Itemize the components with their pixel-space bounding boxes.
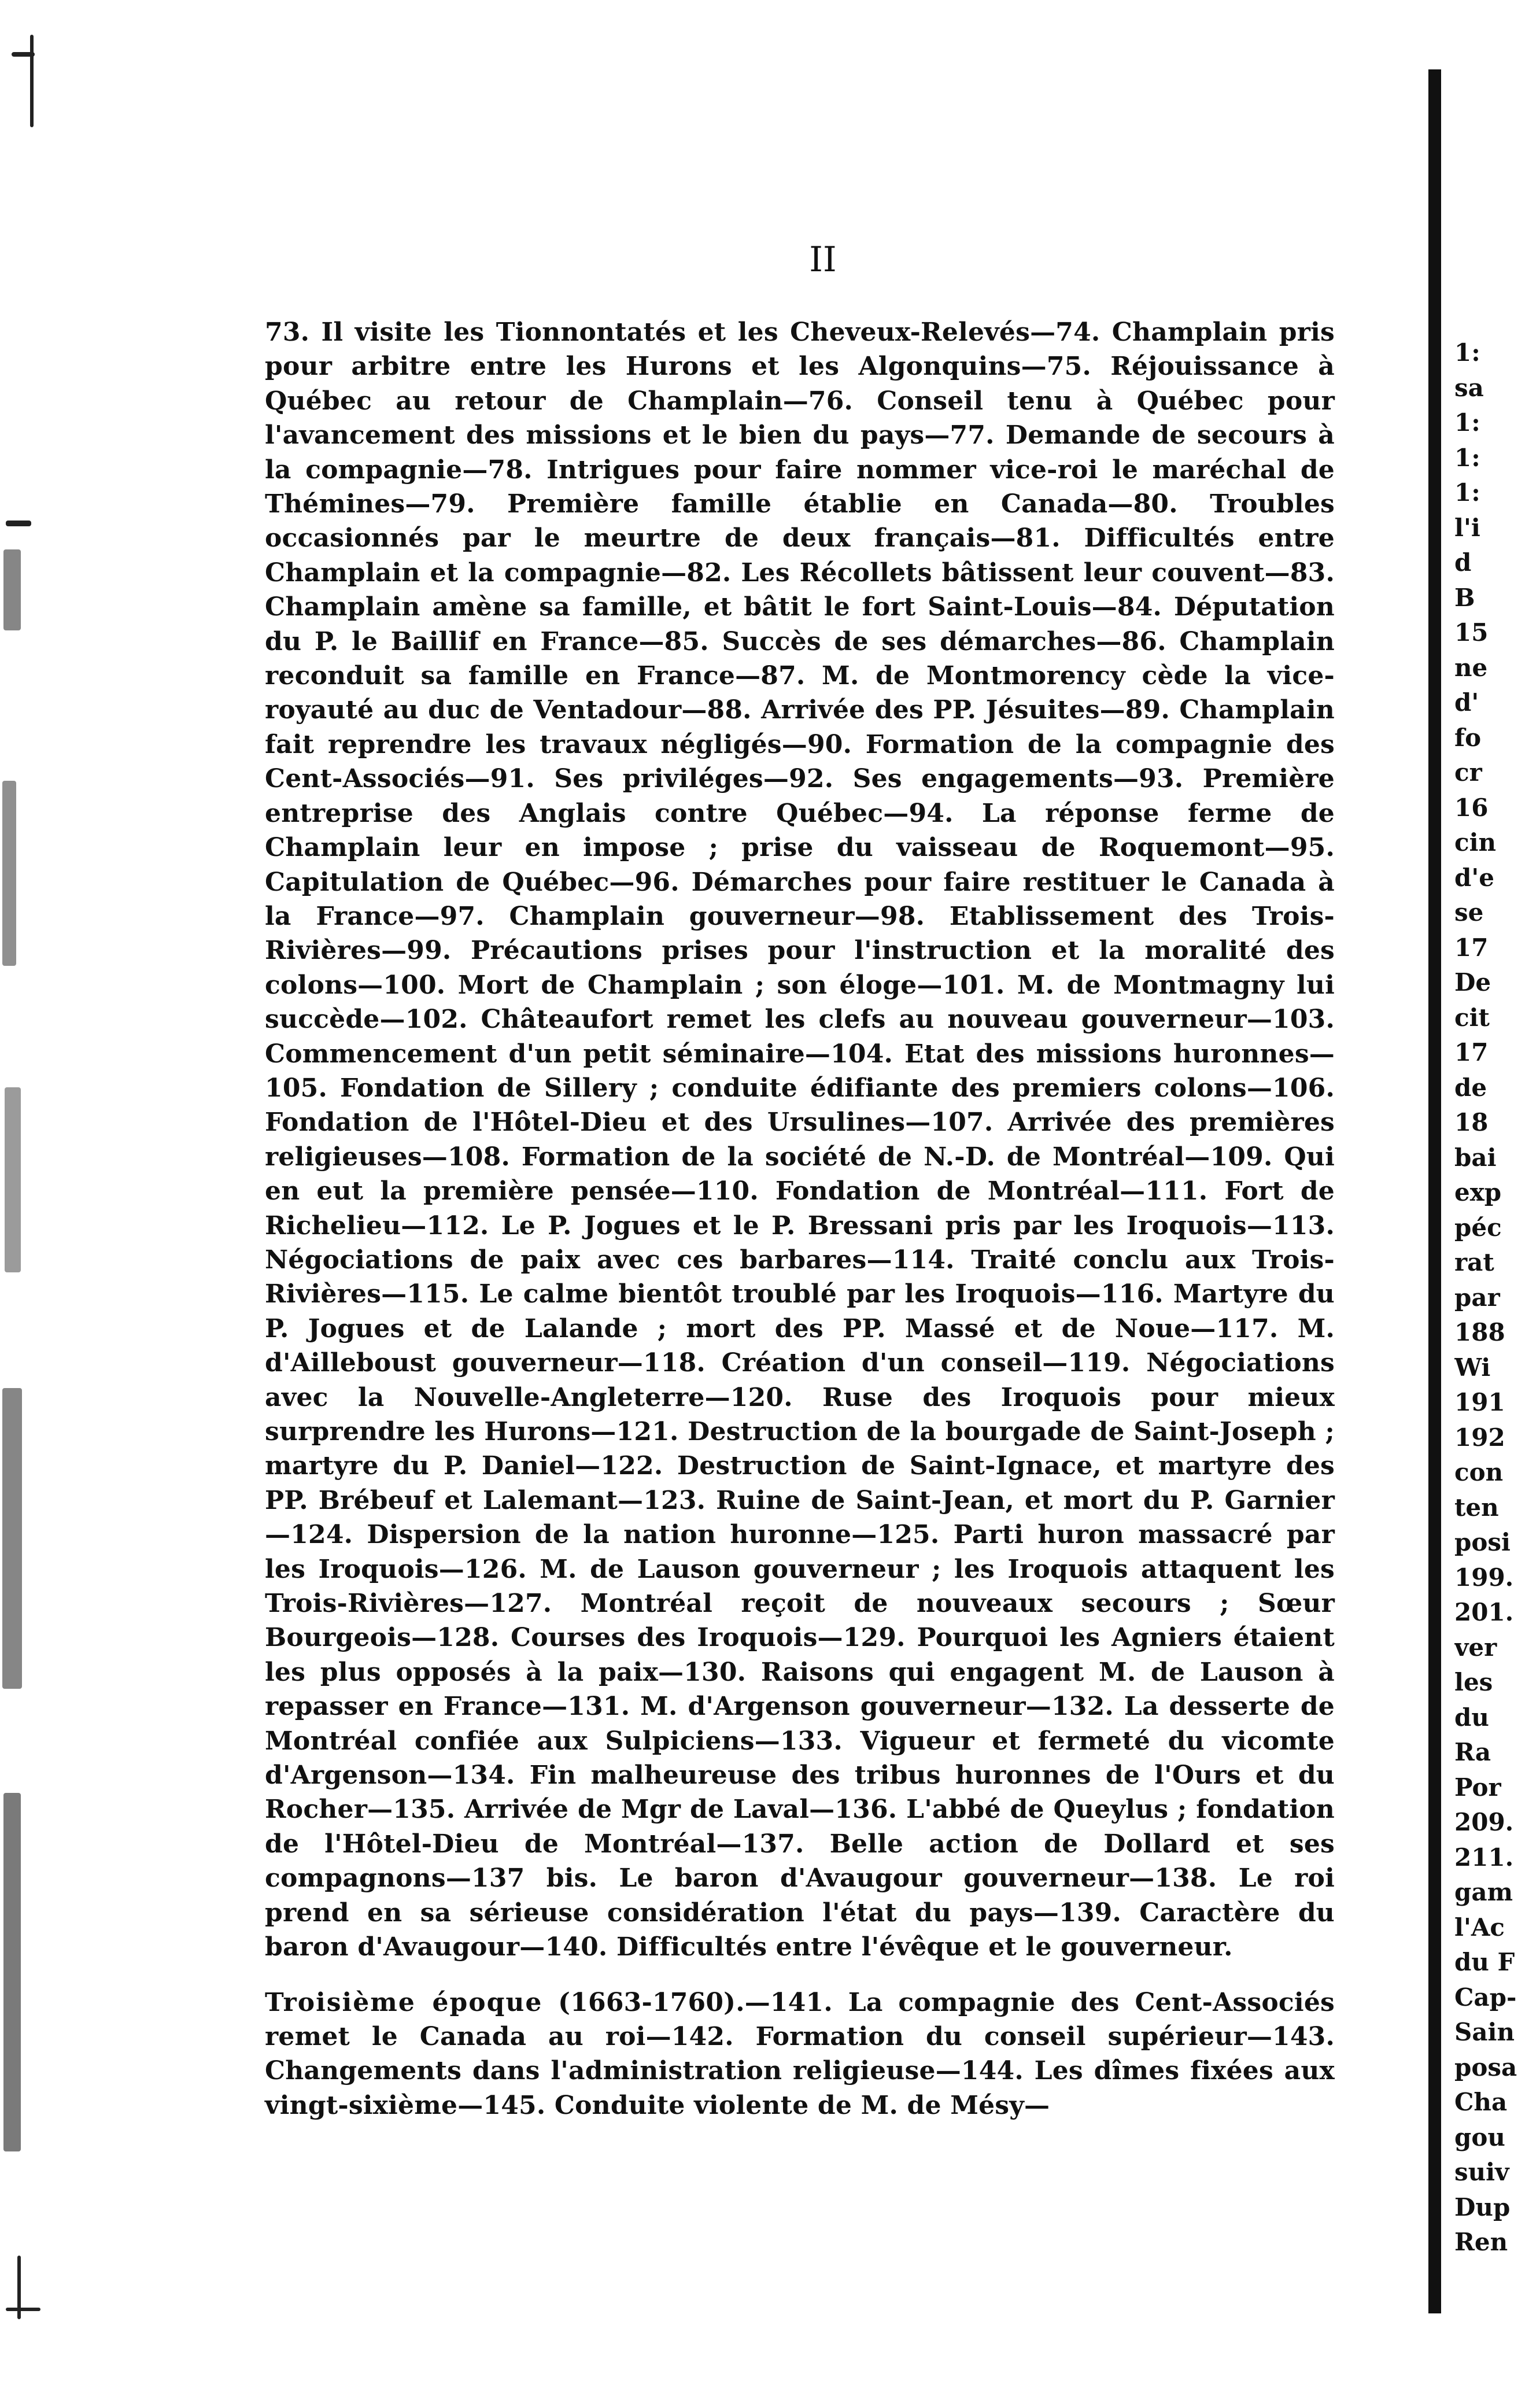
neighbor-line: 16 xyxy=(1454,793,1489,822)
contents-paragraph-1: 73. Il visite les Tionnontatés et les Cheveux-Relevés—74. Champlain pris pour arbitre entre les Hurons et les Algonquins—75. Réjouissance à Québec au retour de Champlain—76. Conseil tenu à Québec pour l'avancement des missions et le bien du pays—77. Demande de secours à la compagnie—78. Intrigues pour faire nommer vice-roi le maréchal de Thémines—79. Première famille établie en Canada—80. Troubles occasionnés par le meurtre de deux français—81. Difficultés entre Champlain et la compagnie—82. Les Récollets bâtissent leur couvent—83. Champlain amène sa famille, et bâtit le fort Saint-Louis—84. Députation du P. le Baillif en France—85. Succès de ses démarches—86. Champlain reconduit sa famille en France—87. M. de Montmorency cède la vice-royauté au duc de Ventadour—88. Arrivée des PP. Jésuites—89. Champlain fait reprendre les travaux négligés—90. Formation de la compagnie des Cent-Associés—91. Ses priviléges—92. Ses engagements—93. Première entreprise des Anglais contre Québec—94. La réponse ferme de Champlain leur en impose ; prise du vaisseau de Roquemont—95. Capitulation de Québec—96. Démarches pour faire restituer le Canada à la France—97. Champlain gouverneur—98. Etablissement des Trois-Rivières—99. Précautions prises pour l'instruction et la moralité des colons—100. Mort de Champlain ; son éloge—101. M. de Montmagny lui succède—102. Châteaufort remet les clefs au nouveau gouverneur—103. Commencement d'un petit séminaire—104. Etat des missions huronnes—105. Fondation de Sillery ; conduite édifiante des premiers colons—106. Fondation de l'Hôtel-Dieu et des Ursulines—107. Arrivée des premières religieuses—108. Formation de la société de N.-D. de Montréal—109. Qui en eut la première pensée—110. Fondation de Montréal—111. Fort de Richelieu—112. Le P. Jogues et le P. Bressani pris par les Iroquois—113. Négociations de paix avec ces barbares—114. Traité conclu aux Trois-Rivières—115. Le calme bientôt troublé par les Iroquois—116. Martyre du P. Jogues et de Lalande ; mort des PP. Massé et de Noue—117. M. d'Ailleboust gouverneur—118. Création d'un conseil—119. Négociations avec la Nouvelle-Angleterre—120. Ruse des Iroquois pour mieux surprendre les Hurons—121. Destruction de la bourgade de Saint-Joseph ; martyre du P. Daniel—122. Destruction de Saint-Ignace, et martyre des PP. Brébeuf et Lalemant—123. Ruine de Saint-Jean, et mort du P. Garnier—124. Dispersion de la nation huronne—125. Parti huron massacré par les Iroquois—126. M. de Lauson gouverneur ; les Iroquois attaquent les Trois-Rivières—127. Montréal reçoit de nouveaux secours ; Sœur Bourgeois—128. Courses des Iroquois—129. Pourquoi les Agniers étaient les plus opposés à la paix—130. Raisons qui engagent M. de Lauson à repasser en France—131. M. d'Argenson gouverneur—132. La desserte de Montréal confiée aux Sulpiciens—133. Vigueur et fermeté du vicomte d'Argenson—134. Fin malheureuse des tribus huronnes de l'Ours et du Rocher—135. Arrivée de Mgr de Laval—136. L'abbé de Queylus ; fondation de l'Hôtel-Dieu de Montréal—137. Belle action de Dollard et ses compagnons—137 bis. Le baron d'Avaugour gouverneur—138. Le roi prend en sa sérieuse considération l'état du pays—139. Caractère du baron d'Avaugour—140. Difficultés entre l'évêque et le gouverneur. xyxy=(265,318,1335,1962)
neighbor-line: 191 xyxy=(1454,1388,1505,1416)
neighbor-line: Sain xyxy=(1454,2018,1515,2046)
neighbor-line: d'e xyxy=(1454,863,1494,892)
neighbor-line: exp xyxy=(1454,1178,1502,1206)
neighbor-line: sa xyxy=(1454,373,1484,402)
neighbor-line: péc xyxy=(1454,1213,1502,1242)
neighbor-line: l'i xyxy=(1454,513,1480,542)
contents-paragraph-2-text: (1663-1760).—141. La compagnie des Cent-Associés remet le Canada au roi—142. Formation du conseil supérieur—143. Changements dans l'administration religieuse—144. Les dîmes fixées aux vingt-sixième—145. Conduite violente de M. de Mésy— xyxy=(265,1987,1335,2120)
epoch-heading: Troisième époque xyxy=(265,1987,543,2017)
table-of-contents-text xyxy=(265,315,1335,2123)
neighbor-line: se xyxy=(1454,898,1484,927)
neighbor-line: posi xyxy=(1454,1528,1511,1556)
neighbor-line: B xyxy=(1454,583,1475,612)
neighbor-line: bai xyxy=(1454,1143,1497,1172)
neighbor-line: Dup xyxy=(1454,2193,1511,2221)
neighbor-line: cit xyxy=(1454,1003,1490,1032)
neighbor-line: 17 xyxy=(1454,1038,1489,1066)
neighbor-line: d xyxy=(1454,548,1472,577)
neighbor-line: l'Ac xyxy=(1454,1913,1505,1942)
neighbor-line: con xyxy=(1454,1458,1504,1486)
neighbor-line: 1: xyxy=(1454,478,1480,507)
neighbor-line: posa xyxy=(1454,2053,1517,2081)
neighbor-line: Cap- xyxy=(1454,1983,1517,2012)
neighbor-line: 1: xyxy=(1454,408,1480,437)
neighbor-line: Wi xyxy=(1454,1353,1491,1382)
neighbor-line: 1: xyxy=(1454,443,1480,472)
neighbor-line: de xyxy=(1454,1073,1487,1102)
neighbor-line: Cha xyxy=(1454,2088,1508,2116)
neighbor-line: rat xyxy=(1454,1248,1494,1276)
neighbor-line: cin xyxy=(1454,828,1497,857)
binding-gutter-rule xyxy=(1428,69,1441,2313)
neighbor-line: 192 xyxy=(1454,1423,1505,1452)
neighbor-line: fo xyxy=(1454,723,1482,752)
neighbor-line: De xyxy=(1454,968,1491,996)
neighbor-line: les xyxy=(1454,1668,1493,1696)
page-number: II xyxy=(809,239,837,280)
neighbor-line: suiv xyxy=(1454,2158,1509,2186)
neighbor-line: Ren xyxy=(1454,2228,1508,2256)
neighbor-line: 15 xyxy=(1454,618,1489,647)
neighbor-line: Ra xyxy=(1454,1738,1491,1766)
neighbor-line: par xyxy=(1454,1283,1500,1312)
neighbor-line: 199. xyxy=(1454,1563,1514,1592)
neighbor-line: 201. xyxy=(1454,1598,1514,1626)
neighbor-page-fragment xyxy=(1454,335,1540,2260)
neighbor-line: 17 xyxy=(1454,933,1489,962)
neighbor-line: 18 xyxy=(1454,1108,1489,1136)
neighbor-line: gou xyxy=(1454,2123,1505,2151)
neighbor-line: ne xyxy=(1454,653,1488,682)
neighbor-line: 209. xyxy=(1454,1808,1514,1836)
neighbor-line: d' xyxy=(1454,688,1479,717)
scan-edge-artifacts xyxy=(0,0,52,2399)
neighbor-line: Por xyxy=(1454,1773,1501,1802)
neighbor-line: cr xyxy=(1454,758,1482,787)
neighbor-line: 211. xyxy=(1454,1843,1514,1872)
neighbor-line: du F xyxy=(1454,1948,1515,1976)
neighbor-line: ver xyxy=(1454,1633,1497,1662)
neighbor-line: du xyxy=(1454,1703,1489,1732)
contents-paragraph-2 xyxy=(265,1985,1335,2123)
neighbor-line: ten xyxy=(1454,1493,1499,1522)
neighbor-line: gam xyxy=(1454,1878,1513,1906)
neighbor-line: 1: xyxy=(1454,338,1480,367)
neighbor-line: 188 xyxy=(1454,1318,1505,1346)
